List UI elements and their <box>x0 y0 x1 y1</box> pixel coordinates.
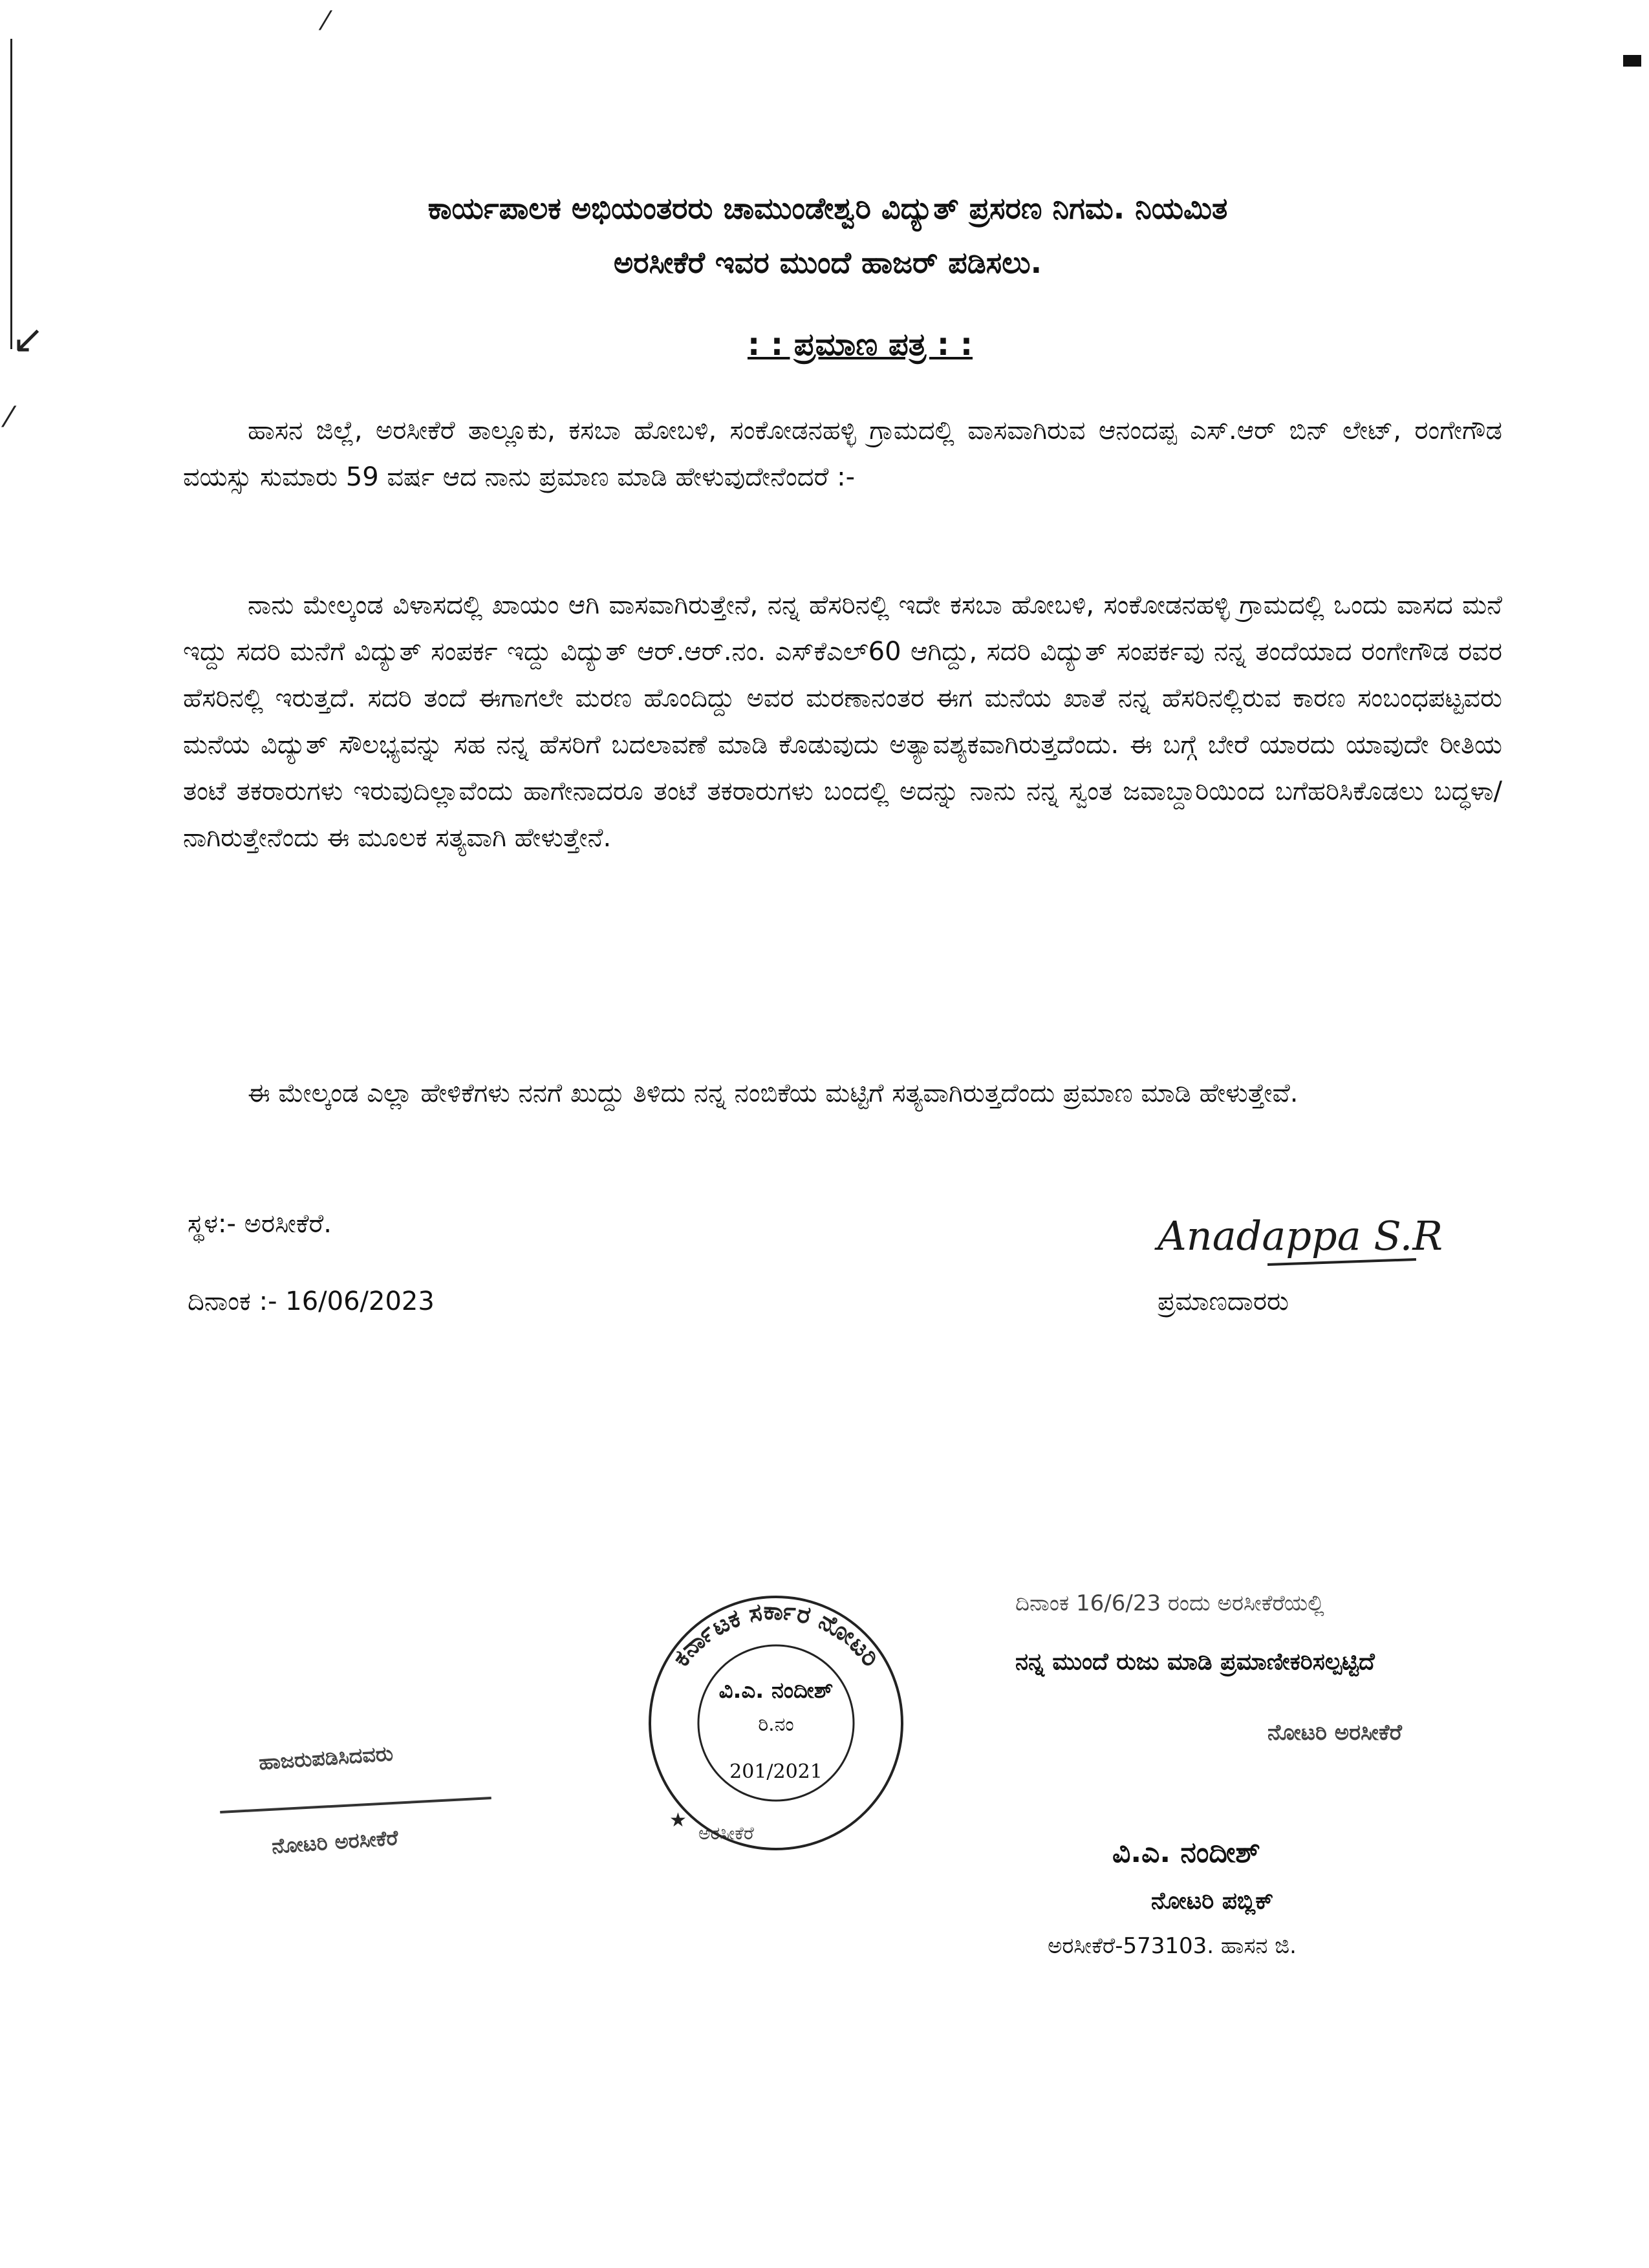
attestation-line-1: ದಿನಾಂಕ 16/6/23 ರಂದು ಅರಸೀಕೆರೆಯಲ್ಲಿ <box>1015 1590 1324 1616</box>
margin-mark: ↙ <box>12 317 45 362</box>
notary-address: ಅರಸೀಕೆರೆ-573103. ಹಾಸನ ಜಿ. <box>1048 1933 1297 1959</box>
seal-reg-number: 201/2021 <box>729 1760 823 1783</box>
left-stamp-line-2: ನೋಟರಿ ಅರಸೀಕೆರೆ <box>270 1825 399 1859</box>
deponent-label: ಪ್ರಮಾಣದಾರರು <box>1158 1287 1289 1316</box>
paragraph-2: ನಾನು ಮೇಲ್ಕಂಡ ವಿಳಾಸದಲ್ಲಿ ಖಾಯಂ ಆಗಿ ವಾಸವಾಗಿರುತ್ತೇನೆ, ನನ್ನ ಹೆಸರಿನಲ್ಲಿ ಇದೇ ಕಸಬಾ ಹೋಬಳಿ, ಸಂಕೋಡನಹಳ್ಳಿ ಗ್ರಾಮದಲ್ಲಿ ಒಂದು ವಾಸದ ಮನೆ ಇದ್ದು ಸದರಿ ಮನೆಗೆ ವಿದ್ಯುತ್ ಸಂಪರ್ಕ ಇದ್ದು ವಿದ್ಯುತ್ ಆರ್.ಆರ್.ನಂ. ಎಸ್‌ಕೆಎಲ್60 ಆಗಿದ್ದು, ಸದರಿ ವಿದ್ಯುತ್ ಸಂಪರ್ಕವು ನನ್ನ ತಂದೆಯಾದ ರಂಗೇಗೌಡ ರವರ ಹೆಸರಿನಲ್ಲಿ ಇರುತ್ತದೆ. ಸದರಿ ತಂದೆ ಈಗಾಗಲೇ ಮರಣ ಹೊಂದಿದ್ದು ಅವರ ಮರಣಾನಂತರ ಈಗ ಮನೆಯ ಖಾತೆ ನನ್ನ ಹೆಸರಿನಲ್ಲಿರುವ ಕಾರಣ ಸಂಬಂಧಪಟ್ಟವರು ಮನೆಯ ವಿದ್ಯುತ್ ಸೌಲಭ್ಯವನ್ನು ಸಹ ನನ್ನ ಹೆಸರಿಗೆ ಬದಲಾವಣೆ ಮಾಡಿ ಕೊಡುವುದು ಅತ್ಯಾವಶ್ಯಕವಾಗಿರುತ್ತದೆಂದು. ಈ ಬಗ್ಗೆ ಬೇರೆ ಯಾರದು ಯಾವುದೇ ರೀತಿಯ ತಂಟೆ ತಕರಾರುಗಳು ಇರುವುದಿಲ್ಲಾವೆಂದು ಹಾಗೇನಾದರೂ ತಂಟೆ ತಕರಾರುಗಳು ಬಂದಲ್ಲಿ ಅದನ್ನು ನಾನು ನನ್ನ ಸ್ವಂತ ಜವಾಬ್ದಾರಿಯಿಂದ ಬಗೆಹರಿಸಿಕೊಡಲು ಬದ್ಧಳಾ/ನಾಗಿರುತ್ತೇನೆಂದು ಈ ಮೂಲಕ ಸತ್ಯವಾಗಿ ಹೇಳುತ್ತೇನೆ. <box>183 590 1502 853</box>
margin-line <box>10 39 12 349</box>
place-line: ಸ್ಥಳ:- ಅರಸೀಕೆರೆ. <box>188 1209 332 1239</box>
left-stamp-line-1: ಹಾಜರುಪಡಿಸಿದವರು <box>257 1740 394 1775</box>
seal-star: ★ <box>669 1809 687 1832</box>
deponent-signature: Anadappa S.R <box>1158 1212 1443 1259</box>
margin-mark <box>1623 55 1641 67</box>
seal-name: ವಿ.ಎ. ನಂದೀಶ್ <box>718 1678 834 1704</box>
heading-line-2: ಅರಸೀಕೆರೆ ಇವರ ಮುಂದೆ ಹಾಜರ್ ಪಡಿಸಲು. <box>613 245 1042 280</box>
document-title: : : ಪ್ರಮಾಣ ಪತ್ರ : : <box>747 326 973 363</box>
margin-mark: ⁄ <box>6 401 12 434</box>
paragraph-1: ಹಾಸನ ಜಿಲ್ಲೆ, ಅರಸೀಕೆರೆ ತಾಲ್ಲೂಕು, ಕಸಬಾ ಹೋಬಳಿ, ಸಂಕೋಡನಹಳ್ಳಿ ಗ್ರಾಮದಲ್ಲಿ ವಾಸವಾಗಿರುವ ಆನಂದಪ್ಪ ಎಸ್.ಆರ್ ಬಿನ್ ಲೇಟ್, ರಂಗೇಗೌಡ ವಯಸ್ಸು ಸುಮಾರು 59 ವರ್ಷ ಆದ ನಾನು ಪ್ರಮಾಣ ಮಾಡಿ ಹೇಳುವುದೇನೆಂದರೆ :- <box>183 416 1502 492</box>
date-line: ದಿನಾಂಕ :- 16/06/2023 <box>188 1287 435 1316</box>
addressee-heading <box>194 181 1461 290</box>
seal-reg-label: ರಿ.ನಂ <box>758 1713 794 1736</box>
seal-bottom-text: ಅರಸೀಕೆರೆ <box>698 1823 754 1844</box>
margin-mark: ⁄ <box>323 6 328 36</box>
left-stamp <box>220 1720 491 1888</box>
notary-seal <box>640 1587 912 1859</box>
left-stamp-rule <box>220 1797 491 1813</box>
attestation-line-3: ನೋಟರಿ ಅರಸೀಕೆರೆ <box>1267 1720 1402 1746</box>
svg-text:ಕರ್ನಾಟಕ ಸರ್ಕಾರ ನೋಟರಿ <box>667 1596 886 1671</box>
seal-ring-text: ಕರ್ನಾಟಕ ಸರ್ಕಾರ ನೋಟರಿ <box>666 1596 886 1672</box>
notary-title: ನೋಟರಿ ಪಬ್ಲಿಕ್ <box>1151 1888 1274 1914</box>
attestation-line-2: ನನ್ನ ಮುಂದೆ ರುಜು ಮಾಡಿ ಪ್ರಮಾಣೀಕರಿಸಲ್ಪಟ್ಟಿದೆ <box>1015 1649 1375 1675</box>
heading-line-1: ಕಾರ್ಯಪಾಲಕ ಅಭಿಯಂತರರು ಚಾಮುಂಡೇಶ್ವರಿ ವಿದ್ಯುತ್ ಪ್ರಸರಣ ನಿಗಮ. ನಿಯಮಿತ <box>427 191 1228 226</box>
paragraph-3: ಈ ಮೇಲ್ಕಂಡ ಎಲ್ಲಾ ಹೇಳಿಕೆಗಳು ನನಗೆ ಖುದ್ದು ತಿಳಿದು ನನ್ನ ನಂಬಿಕೆಯ ಮಟ್ಟಿಗೆ ಸತ್ಯವಾಗಿರುತ್ತದೆಂದು ಪ್ರಮಾಣ ಮಾಡಿ ಹೇಳುತ್ತೇವೆ. <box>248 1078 1299 1108</box>
notary-name: ವಿ.ಎ. ನಂದೀಶ್ <box>1112 1836 1260 1869</box>
